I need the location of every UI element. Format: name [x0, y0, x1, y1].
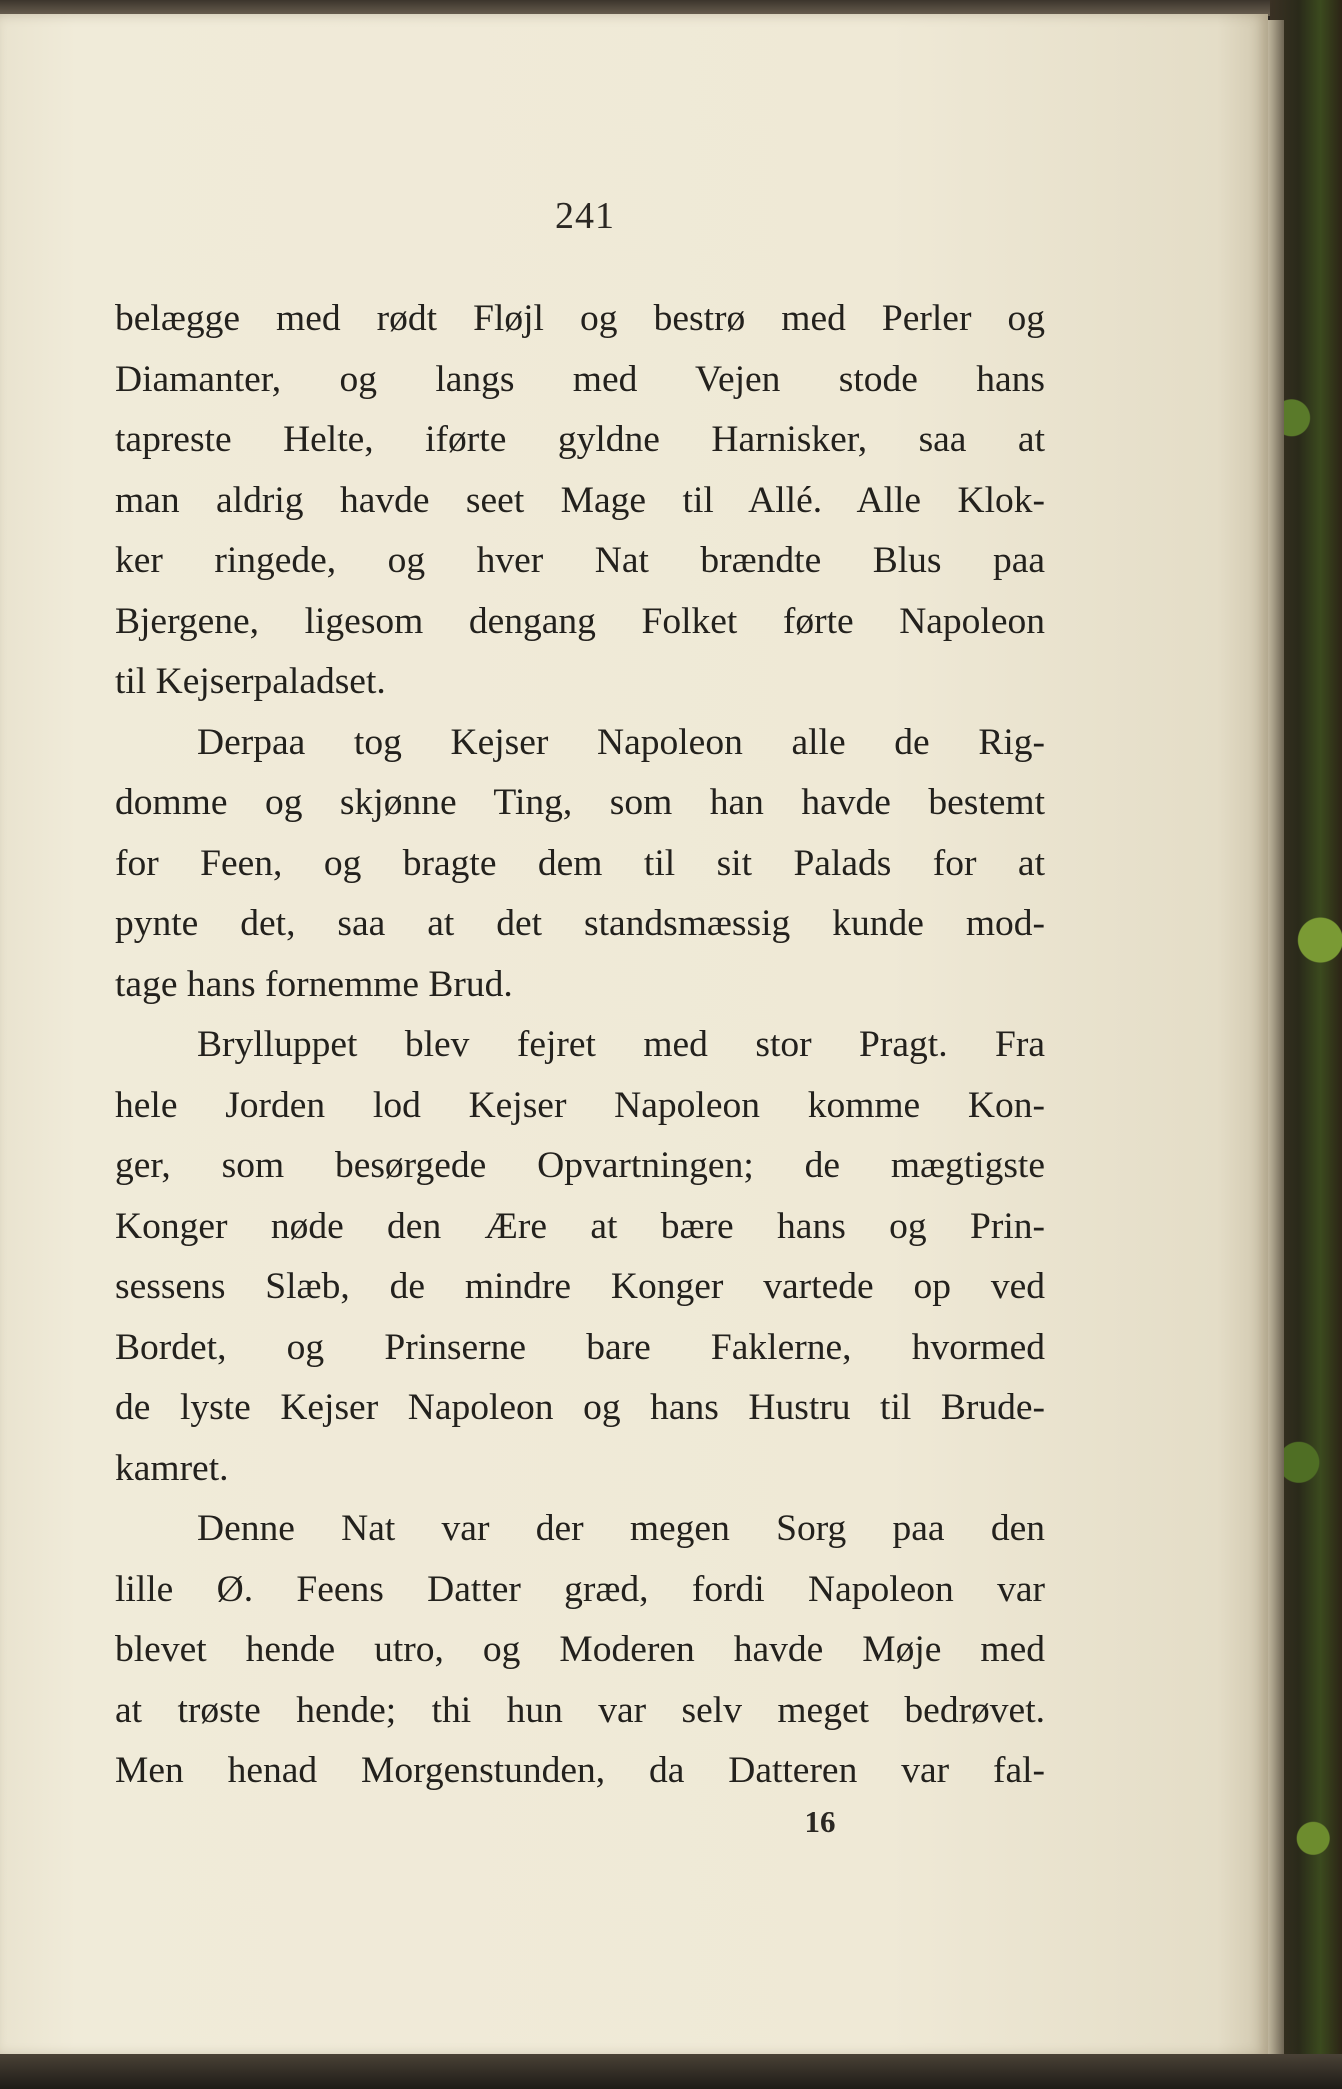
body-text	[115, 289, 1045, 1802]
text-line: til Kejserpaladset.	[115, 661, 386, 702]
text-line: ger, som besørgede Opvartningen; de mægtigste	[115, 1145, 1045, 1186]
text-line: Denne Nat var der megen Sorg paa den	[197, 1508, 1045, 1549]
text-line: kamret.	[115, 1447, 229, 1489]
text-line: lille Ø. Feens Datter græd, fordi Napoleon var	[115, 1568, 1045, 1610]
signature-mark: 16	[804, 1804, 836, 1839]
text-line: belægge med rødt Fløjl og bestrø med Perler og	[115, 298, 1045, 339]
text-line: Bordet, og Prinserne bare Faklerne, hvormed	[115, 1326, 1045, 1368]
text-line: ker ringede, og hver Nat brændte Blus paa	[115, 540, 1045, 581]
text-line: domme og skjønne Ting, som han havde bestemt	[115, 782, 1045, 823]
text-line: de lyste Kejser Napoleon og hans Hustru til Brude-	[115, 1387, 1045, 1428]
text-line: for Feen, og bragte dem til sit Palads for at	[115, 842, 1045, 884]
text-line: Bjergene, ligesom dengang Folket førte Napoleon	[115, 600, 1045, 642]
text-line: hele Jorden lod Kejser Napoleon komme Kon-	[115, 1084, 1045, 1126]
text-line: sessens Slæb, de mindre Konger vartede op ved	[115, 1266, 1045, 1307]
text-line: pynte det, saa at det standsmæssig kunde mod-	[115, 903, 1045, 944]
text-line: Men henad Morgenstunden, da Datteren var fal-	[115, 1750, 1045, 1791]
text-line: Derpaa tog Kejser Napoleon alle de Rig-	[197, 721, 1045, 763]
page-number: 241	[555, 195, 615, 237]
book-page	[0, 14, 1268, 2056]
text-line: tapreste Helte, iførte gyldne Harnisker, saa at	[115, 419, 1045, 460]
text-line: blevet hende utro, og Moderen havde Møje med	[115, 1629, 1045, 1670]
text-line: Konger nøde den Ære at bære hans og Prin-	[115, 1205, 1045, 1247]
text-line: Diamanter, og langs med Vejen stode hans	[115, 358, 1045, 400]
text-line: at trøste hende; thi hun var selv meget bedrøvet.	[115, 1689, 1045, 1731]
text-line: tage hans fornemme Brud.	[115, 963, 513, 1005]
scan-bottom-edge	[0, 2054, 1342, 2089]
text-line: man aldrig havde seet Mage til Allé. Alle Klok-	[115, 479, 1045, 521]
text-line: Brylluppet blev fejret med stor Pragt. Fra	[197, 1024, 1045, 1065]
